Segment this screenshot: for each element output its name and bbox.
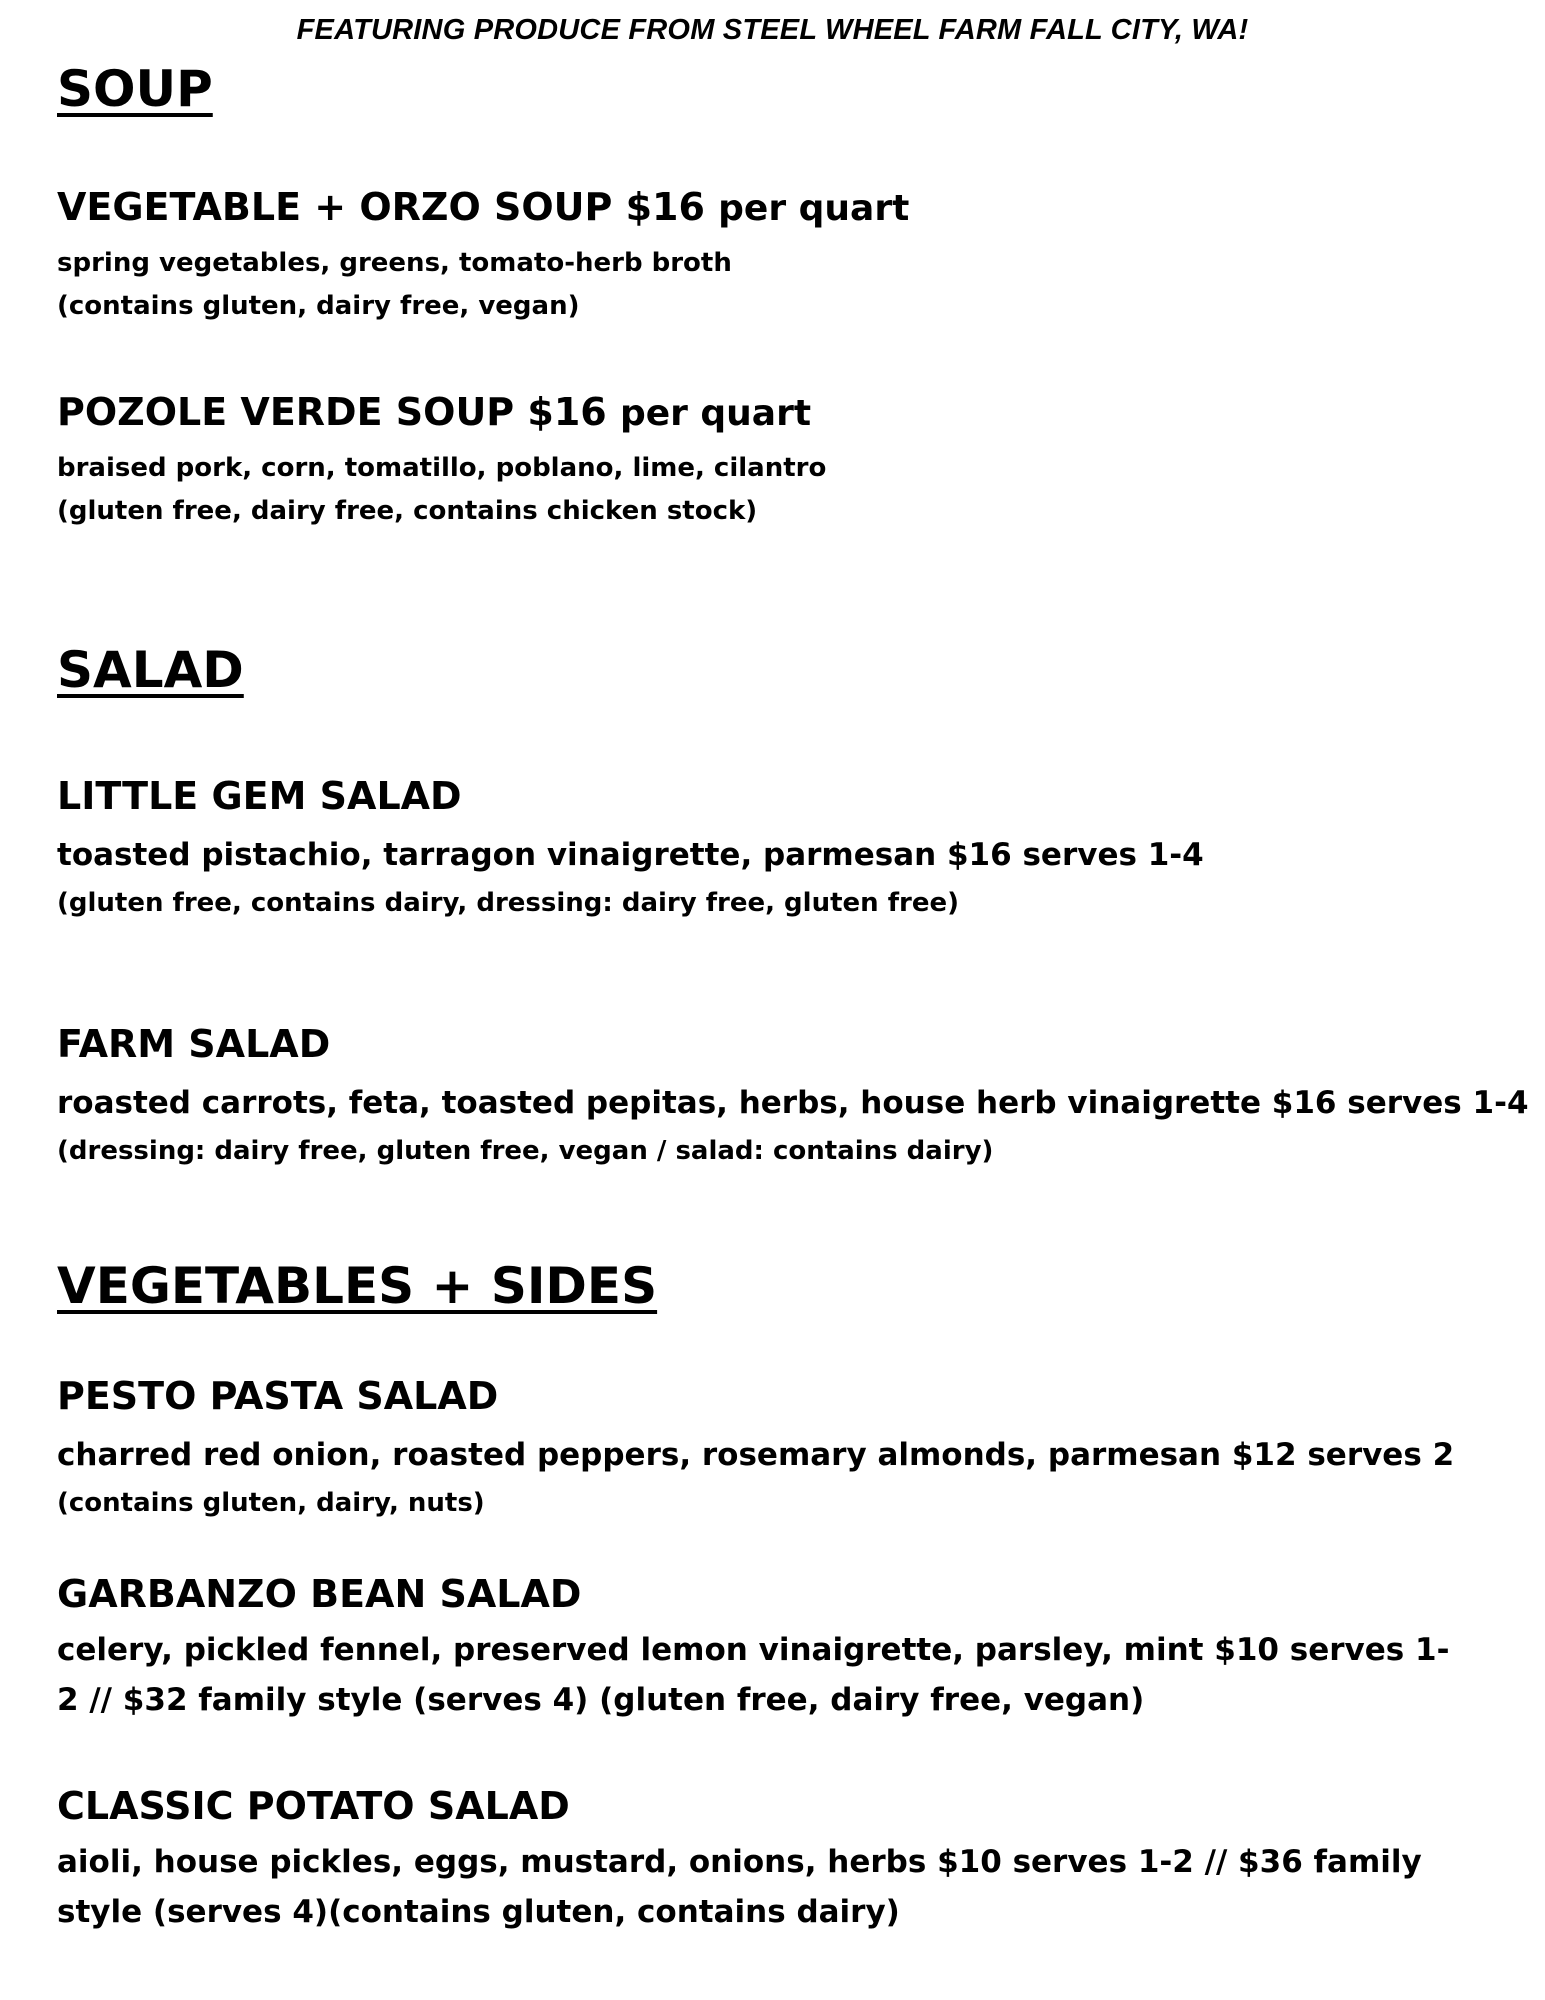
item-description-classic-potato-salad: aioli, house pickles, eggs, mustard, onions, herbs $10 serves 1-2 // $36 family style (serves 4)(contains gluten, contains dairy) [57, 1844, 1422, 1930]
section-heading-salad: SALAD [57, 641, 244, 699]
item-notes-pozole-verde-soup: (gluten free, dairy free, contains chicken stock) [57, 496, 758, 526]
item-title-farm-salad: FARM SALAD [57, 1022, 331, 1066]
item-description-little-gem-salad: toasted pistachio, tarragon vinaigrette, parmesan $16 serves 1-4 [57, 837, 1204, 873]
item-title-pozole-verde-soup [57, 392, 811, 434]
item-notes-farm-salad: (dressing: dairy free, gluten free, vegan / salad: contains dairy) [57, 1136, 994, 1166]
item-unit: per quart [718, 188, 910, 229]
item-title-garbanzo-bean-salad: GARBANZO BEAN SALAD [57, 1572, 582, 1616]
item-unit: per quart [619, 393, 812, 434]
item-notes-pesto-pasta-salad: (contains gluten, dairy, nuts) [57, 1488, 485, 1518]
item-notes-little-gem-salad: (gluten free, contains dairy, dressing: dairy free, gluten free) [57, 888, 959, 918]
item-description-garbanzo-bean-salad: celery, pickled fennel, preserved lemon vinaigrette, parsley, mint $10 serves 1-2 // $32 family style (serves 4) (gluten free, dairy free, vegan) [57, 1632, 1450, 1718]
farm-banner: FEATURING PRODUCE FROM STEEL WHEEL FARM FALL CITY, WA! [296, 14, 1249, 46]
item-title-classic-potato-salad: CLASSIC POTATO SALAD [57, 1784, 570, 1828]
section-heading-vegetables-sides: VEGETABLES + SIDES [57, 1257, 658, 1315]
item-name: POZOLE VERDE SOUP $16 [57, 390, 607, 434]
item-notes-vegetable-orzo-soup: (contains gluten, dairy free, vegan) [57, 291, 580, 321]
item-title-little-gem-salad: LITTLE GEM SALAD [57, 774, 462, 818]
item-description-vegetable-orzo-soup: spring vegetables, greens, tomato-herb broth [57, 248, 732, 278]
item-name: VEGETABLE + ORZO SOUP $16 [57, 185, 705, 229]
item-description-pozole-verde-soup: braised pork, corn, tomatillo, poblano, lime, cilantro [57, 453, 827, 483]
item-title-vegetable-orzo-soup [57, 187, 909, 229]
item-description-pesto-pasta-salad: charred red onion, roasted peppers, rosemary almonds, parmesan $12 serves 2 [57, 1437, 1455, 1473]
section-heading-soup: SOUP [57, 60, 213, 118]
item-title-pesto-pasta-salad: PESTO PASTA SALAD [57, 1374, 499, 1418]
item-description-farm-salad: roasted carrots, feta, toasted pepitas, herbs, house herb vinaigrette $16 serves 1-4 [57, 1085, 1529, 1121]
